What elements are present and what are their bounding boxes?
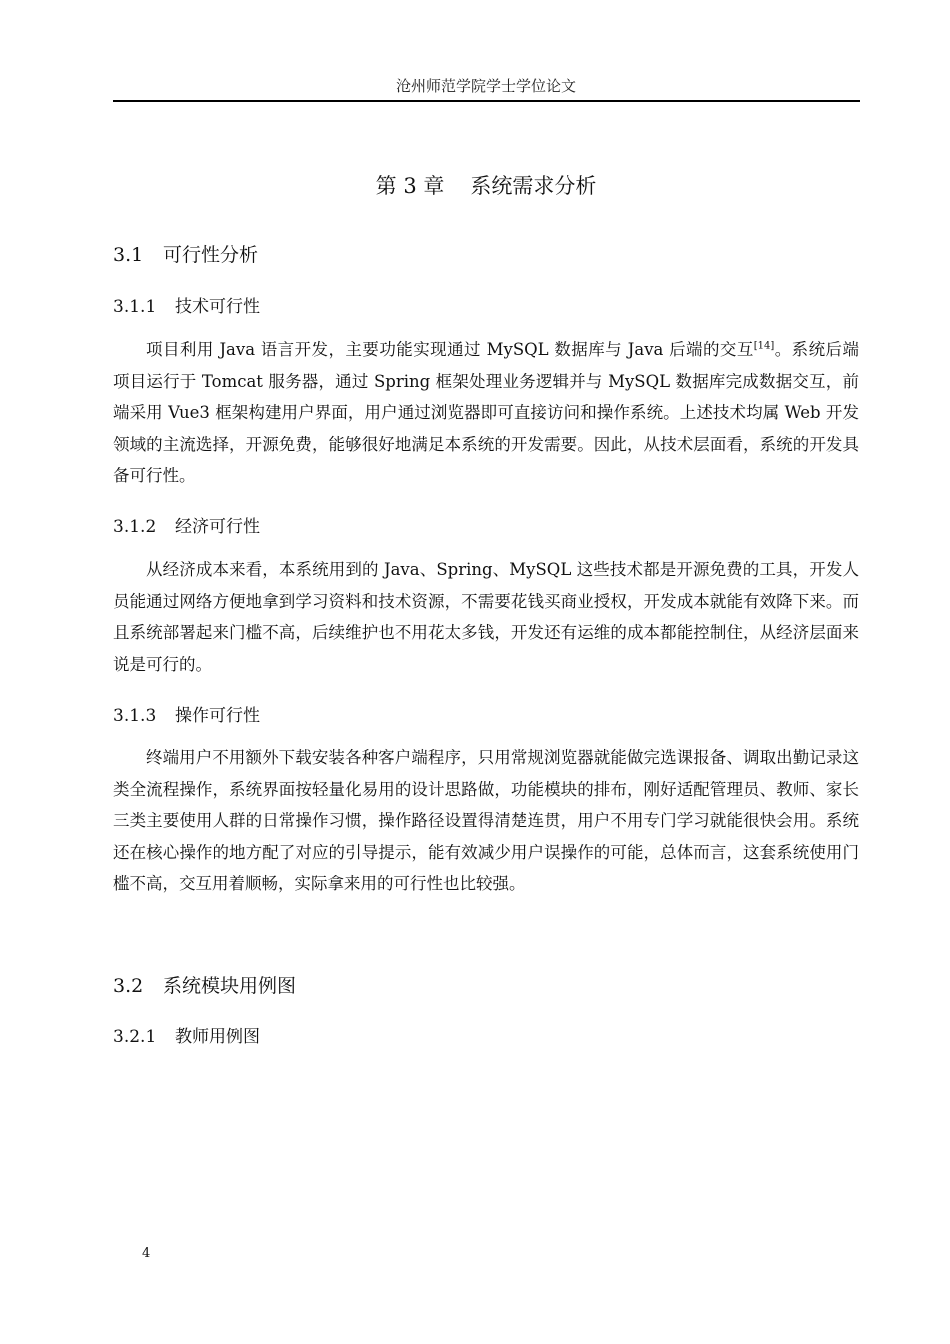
- page-number: 4: [142, 1246, 151, 1261]
- section-number: 3.2: [113, 975, 144, 997]
- paragraph-operational-feasibility: 终端用户不用额外下载安装各种客户端程序，只用常规浏览器就能做完选课报备、调取出勤记录这类全流程操作，系统界面按轻量化易用的设计思路做，功能模块的排布，刚好适配管理员、教师、家长三类主要使用人群的日常操作习惯，操作路径设置得清楚连贯，用户不用专门学习就能很快会用。系统还在核心操作的地方配了对应的引导提示，能有效减少用户误操作的可能，总体而言，这套系统使用门槛不高，交互用着顺畅，实际拿来用的可行性也比较强。: [113, 748, 859, 893]
- subsection-title: 操作可行性: [175, 706, 260, 726]
- subsection-title: 经济可行性: [175, 517, 260, 537]
- section-number: 3.1: [113, 244, 144, 266]
- citation: [14]: [753, 340, 775, 352]
- paragraph-economic-feasibility: 从经济成本来看，本系统用到的 Java、Spring、MySQL 这些技术都是开源免费的工具，开发人员能通过网络方便地拿到学习资料和技术资源，不需要花钱买商业授权，开发成本就能有效降下来。而且系统部署起来门槛不高，后续维护也不用花太多钱，开发还有运维的成本都能控制住，从经济层面来说是可行的。: [113, 560, 859, 674]
- subsection-number: 3.1.2: [113, 517, 157, 537]
- subsection-title: 教师用例图: [175, 1027, 260, 1047]
- section-title: 可行性分析: [163, 244, 259, 266]
- paragraph-technical-feasibility: 项目利用 Java 语言开发，主要功能实现通过 MySQL 数据库与 Java 后端的交互[14]。系统后端项目运行于 Tomcat 服务器，通过 Spring 框架处理业务逻辑并与 MySQL 数据库完成数据交互，前端采用 Vue3 框架构建用户界面，用户通过浏览器即可直接访问和操作系统。上述技术均属 Web 开发领域的主流选择，开源免费，能够很好地满足本系统的开发需要。因此，从技术层面看，系统的开发具备可行性。: [113, 340, 859, 485]
- subsection-number: 3.1.1: [113, 297, 157, 317]
- subsection-heading-3-1-3: [113, 704, 260, 728]
- chapter-name: 系统需求分析: [470, 174, 597, 198]
- chapter-number: 第 3 章: [375, 174, 445, 198]
- subsection-heading-3-1-1: [113, 295, 260, 319]
- header-rule: [113, 100, 860, 102]
- subsection-heading-3-1-2: [113, 515, 260, 539]
- chapter-title: [113, 172, 859, 200]
- subsection-number: 3.2.1: [113, 1027, 157, 1047]
- section-heading-3-2: [113, 973, 296, 999]
- subsection-title: 技术可行性: [175, 297, 260, 317]
- running-header: 沧州师范学院学士学位论文: [395, 77, 576, 95]
- section-heading-3-1: [113, 242, 258, 268]
- section-title: 系统模块用例图: [163, 975, 297, 997]
- subsection-number: 3.1.3: [113, 706, 157, 726]
- subsection-heading-3-2-1: [113, 1025, 260, 1049]
